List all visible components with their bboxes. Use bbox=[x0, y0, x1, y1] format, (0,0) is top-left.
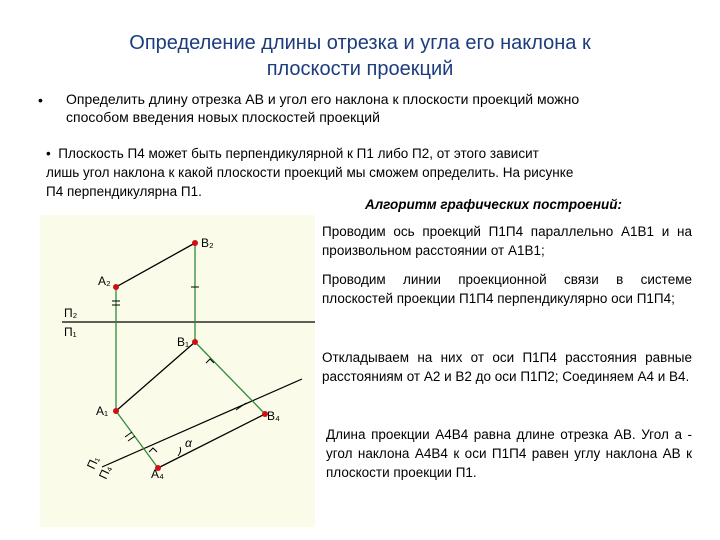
label-axis-p4: П₄ bbox=[96, 463, 115, 482]
point-b1 bbox=[192, 339, 198, 345]
title-line-2: плоскости проекций bbox=[266, 58, 454, 80]
segment-a2-b2 bbox=[116, 243, 195, 287]
label-a1: A₁ bbox=[96, 404, 109, 418]
algorithm-step-2: Проводим линии проекционной связи в системе плоскостей проекции П1П4 перпендикулярно оси П1П4; bbox=[322, 272, 692, 306]
algorithm-step-3: Откладываем на них от оси П1П4 расстояния равные расстояниям от А2 и В2 до оси П1П2; Соединяем А4 и В4. bbox=[322, 350, 692, 384]
bullet-text-2 bbox=[46, 144, 686, 201]
bullet-1-line-2: способом введения новых плоскостей проекций bbox=[66, 109, 380, 125]
tick-a4-2 bbox=[128, 436, 135, 441]
label-alpha: α bbox=[185, 436, 192, 450]
construction-drawing bbox=[40, 215, 315, 527]
bullet-2-line-1: Плоскость П4 может быть перпендикулярной к П1 либо П2, от этого зависит bbox=[58, 146, 539, 161]
segment-a4-b4 bbox=[158, 414, 265, 468]
label-p2: П₂ bbox=[64, 306, 78, 320]
point-a1 bbox=[113, 408, 119, 414]
label-a2: A₂ bbox=[98, 274, 111, 288]
link-a1-a4 bbox=[116, 411, 158, 468]
title-line-1: Определение длины отрезка и угла его наклона к bbox=[129, 32, 591, 54]
right-angle-a bbox=[149, 448, 157, 452]
point-b2 bbox=[192, 240, 198, 246]
slide-title bbox=[40, 30, 680, 82]
algorithm-title: Алгоритм графических построений: bbox=[365, 197, 623, 212]
algorithm-step-1: Проводим ось проекций П1П4 параллельно А1В1 и на произвольном расстоянии от А1В1; bbox=[322, 224, 692, 258]
bullet-marker-1: • bbox=[38, 92, 43, 108]
bullet-marker-2: • bbox=[46, 146, 51, 161]
angle-arc bbox=[178, 447, 181, 456]
label-b2: B₂ bbox=[201, 236, 214, 250]
tick-a4-1 bbox=[125, 432, 132, 437]
bullet-2-line-2: лишь угол наклона к какой плоскости проекций мы сможем определить. На рисунке bbox=[46, 165, 574, 180]
label-a4: A₄ bbox=[151, 467, 164, 481]
link-b1-b4 bbox=[195, 342, 265, 414]
label-axis-p1: П₁ bbox=[84, 453, 103, 472]
segment-a1-b1 bbox=[116, 342, 195, 411]
label-b4: B₄ bbox=[267, 409, 280, 423]
tick-b4 bbox=[236, 403, 246, 410]
label-p1: П₁ bbox=[64, 325, 77, 339]
label-b1: B₁ bbox=[177, 335, 190, 349]
construction-svg bbox=[40, 215, 315, 527]
point-a2 bbox=[113, 284, 119, 290]
bullet-2-line-3: П4 перпендикулярна П1. bbox=[46, 184, 202, 199]
axis-p1-p4 bbox=[102, 379, 302, 467]
algorithm-step-4: Длина проекции А4В4 равна длине отрезка АВ. Угол a - угол наклона А4В4 к оси П1П4 равен углу наклона АВ к плоскости проекции П1. bbox=[326, 427, 692, 480]
bullet-1-line-1: Определить длину отрезка AB и угол его наклона к плоскости проекций можно bbox=[66, 91, 580, 107]
bullet-text-1 bbox=[66, 90, 579, 126]
